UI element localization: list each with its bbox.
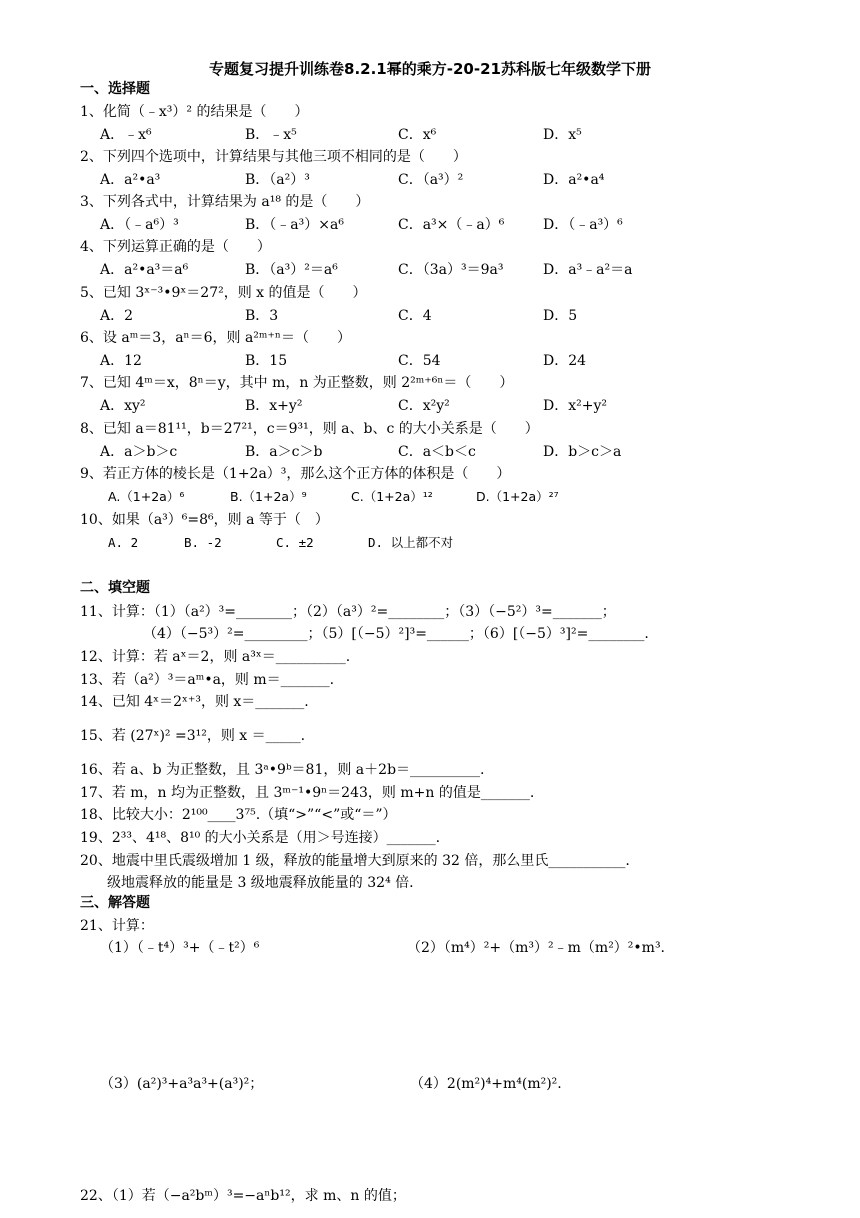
question-4: 4、下列运算正确的是（ ）	[80, 239, 271, 255]
option-c: C．x⁶	[398, 127, 437, 143]
question-10: 10、如果（a³）⁶=8⁶，则 a 等于（ ）	[80, 512, 329, 528]
option-c: C．4	[398, 308, 432, 324]
option-d: D．24	[543, 353, 587, 369]
question-9: 9、若正方体的棱长是（1+2a）³，那么这个正方体的体积是（ ）	[80, 466, 511, 482]
option-a: A. 2	[108, 535, 139, 550]
option-d: D．b＞c＞a	[543, 444, 622, 460]
option-a: A．2	[100, 308, 134, 324]
question-21-part-4: （4）2(m²)⁴+m⁴(m²)².	[410, 1076, 562, 1092]
section-heading-choice: 一、选择题	[80, 81, 150, 97]
question-11-line-1: 11、计算：（1）（a²）³=________；（2）（a³）²=________；（3）（−5²）³=_______；	[80, 604, 616, 620]
option-a: A．xy²	[100, 398, 146, 414]
option-a: A．a＞b＞c	[100, 444, 178, 460]
option-c: C．54	[398, 353, 441, 369]
question-11-line-2: （4）（−5³）²=_________；（5）[（−5）²]³=______；（6）[（−5）³]²=________.	[143, 626, 649, 642]
question-8: 8、已知 a＝81¹¹，b＝27²¹，c＝9³¹，则 a、b、c 的大小关系是（ ）	[80, 421, 539, 437]
option-c: C．x²y²	[398, 398, 450, 414]
option-c: C．（a³）²	[398, 172, 464, 188]
option-a: A.（1+2a）⁶	[108, 489, 185, 504]
question-15: 15、若 (27ˣ)² =3¹²，则 x ＝_____.	[80, 728, 306, 744]
question-18: 18、比较大小：2¹⁰⁰____3⁷⁵.（填“>”“<”或“＝”）	[80, 807, 397, 823]
option-d: D. 以上都不对	[368, 535, 454, 550]
question-19: 19、2³³、4¹⁸、8¹⁰ 的大小关系是（用＞号连接）_______.	[80, 830, 441, 846]
option-b: B.（1+2a）⁹	[230, 489, 307, 504]
option-d: D．a²•a⁴	[543, 172, 605, 188]
question-16: 16、若 a、b 为正整数，且 3ᵃ•9ᵇ＝81，则 a＋2b＝__________.	[80, 762, 485, 778]
option-d: D．5	[543, 308, 578, 324]
option-a: A．﹣x⁶	[100, 127, 152, 143]
question-1: 1、化简（﹣x³）² 的结果是（ ）	[80, 104, 309, 120]
question-21-part-2: （2）（m⁴）²+（m³）²﹣m（m²）²•m³.	[407, 940, 666, 956]
question-21: 21、计算：	[80, 918, 154, 934]
question-6: 6、设 aᵐ＝3，aⁿ＝6，则 a²ᵐ⁺ⁿ＝（ ）	[80, 330, 351, 346]
option-b: B．﹣x⁵	[245, 127, 297, 143]
section-heading-answer: 三、解答题	[80, 895, 150, 911]
option-d: D．（﹣a³）⁶	[543, 217, 623, 233]
question-2: 2、下列四个选项中，计算结果与其他三项不相同的是（ ）	[80, 149, 467, 165]
question-20-line-2: 级地震释放的能量是 3 级地震释放能量的 32⁴ 倍.	[107, 875, 414, 891]
option-b: B．a＞c＞b	[245, 444, 323, 460]
question-21-part-1: （1）（﹣t⁴）³+（﹣t²）⁶	[100, 940, 260, 956]
option-c: C．a＜b＜c	[398, 444, 476, 460]
option-b: B．15	[245, 353, 288, 369]
question-12: 12、计算：若 aˣ＝2，则 a³ˣ＝__________.	[80, 649, 351, 665]
option-d: D．x²+y²	[543, 398, 607, 414]
option-c: C．a³×（﹣a）⁶	[398, 217, 505, 233]
option-b: B．（a³）²＝a⁶	[245, 262, 338, 278]
question-13: 13、若（a²）³＝aᵐ•a，则 m＝_______.	[80, 672, 335, 688]
question-5: 5、已知 3ˣ⁻³•9ˣ＝27²，则 x 的值是（ ）	[80, 285, 367, 301]
option-b: B. -2	[184, 535, 222, 550]
option-a: A．12	[100, 353, 142, 369]
option-c: C．（3a）³＝9a³	[398, 262, 504, 278]
option-d: D.（1+2a）²⁷	[476, 489, 559, 504]
option-b: B．（﹣a³）×a⁶	[245, 217, 344, 233]
question-14: 14、已知 4ˣ＝2ˣ⁺³，则 x＝_______.	[80, 694, 309, 710]
option-d: D．a³﹣a²＝a	[543, 262, 633, 278]
section-heading-fill: 二、填空题	[80, 580, 150, 596]
question-21-part-3: （3）(a²)³+a³a³+(a³)²；	[100, 1076, 264, 1092]
question-22: 22、（1）若（−a²bᵐ）³=−aⁿb¹²，求 m、n 的值；	[80, 1188, 406, 1204]
question-20-line-1: 20、地震中里氏震级增加 1 级，释放的能量增大到原来的 32 倍，那么里氏___________.	[80, 853, 630, 869]
option-c: C. ±2	[276, 535, 314, 550]
question-3: 3、下列各式中，计算结果为 a¹⁸ 的是（ ）	[80, 194, 370, 210]
page-title: 专题复习提升训练卷8.2.1幂的乘方-20-21苏科版七年级数学下册	[209, 60, 651, 78]
question-17: 17、若 m，n 均为正整数，且 3ᵐ⁻¹•9ⁿ＝243，则 m+n 的值是_______.	[80, 785, 535, 801]
option-a: A．a²•a³＝a⁶	[100, 262, 189, 278]
option-d: D．x⁵	[543, 127, 582, 143]
option-b: B．x+y²	[245, 398, 303, 414]
option-a: A．（﹣a⁶）³	[100, 217, 179, 233]
question-7: 7、已知 4ᵐ＝x，8ⁿ＝y，其中 m，n 为正整数，则 2²ᵐ⁺⁶ⁿ＝（ ）	[80, 375, 514, 391]
option-b: B．3	[245, 308, 279, 324]
option-c: C.（1+2a）¹²	[351, 489, 433, 504]
option-b: B．（a²）³	[245, 172, 310, 188]
option-a: A．a²•a³	[100, 172, 161, 188]
